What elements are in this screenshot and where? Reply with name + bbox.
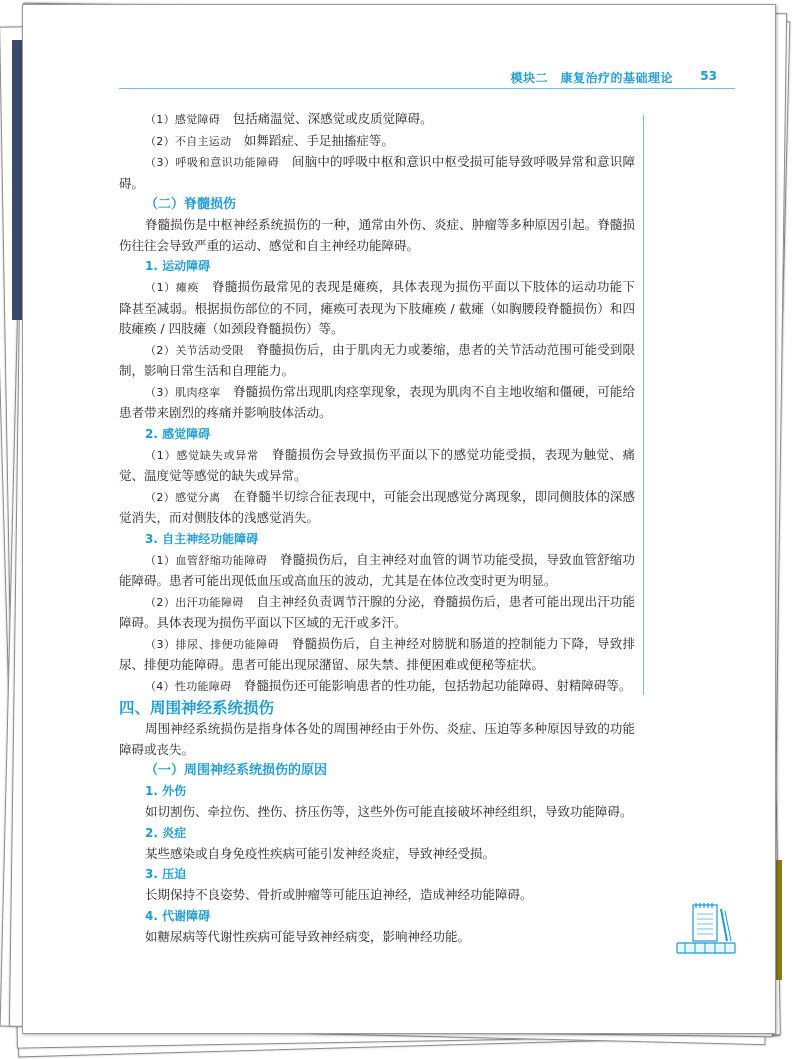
header-title: 模块二 康复治疗的基础理论 <box>510 71 673 85</box>
term: （4）性功能障碍 <box>145 679 232 693</box>
chapter-heading: 四、周围神经系统损伤 <box>119 699 275 717</box>
paragraph <box>119 109 635 131</box>
paragraph: 某些感染或自身免疫性疾病可能引发神经炎症，导致神经受损。 <box>145 845 496 861</box>
notebook-icon <box>671 899 741 957</box>
paragraph <box>119 634 635 676</box>
subsection-heading: 2. 感觉障碍 <box>145 426 211 441</box>
paragraph-text: 如舞蹈症、手足抽搐症等。 <box>243 132 394 148</box>
side-rule <box>643 115 644 695</box>
page-header <box>23 63 775 89</box>
paragraph: 长期保持不良姿势、骨折或肿瘤等可能压迫神经，造成神经功能障碍。 <box>145 887 533 902</box>
paragraph <box>119 445 635 487</box>
term: （1）瘫痪 <box>145 281 200 294</box>
term: （3）肌肉痉挛 <box>145 385 221 399</box>
paragraph-text: 脊髓损伤常出现肌肉痉挛现象，表现为肌肉不自主地收缩和僵硬，可能给患者带来剧烈的疼痛并影响肢体活动。 <box>119 383 635 420</box>
paragraph-text: 脊髓损伤后，由于肌肉无力或萎缩，患者的关节活动范围可能受到限制，影响日常生活和自理能力。 <box>119 341 635 378</box>
book-page <box>22 4 776 1034</box>
term: （1）血管舒缩功能障碍 <box>145 553 268 567</box>
page-number: 53 <box>700 69 717 83</box>
term: （3）排尿、排便功能障碍 <box>145 637 280 651</box>
paragraph-text: 脊髓损伤后，自主神经对血管的调节功能受损，导致血管舒缩功能障碍。患者可能出现低血压或高血压的波动，尤其是在体位改变时更为明显。 <box>119 551 635 588</box>
term: （2）不自主运动 <box>145 134 232 148</box>
paragraph-text: 包括痛温觉、深感觉或皮质觉障碍。 <box>232 111 433 126</box>
paragraph: 如切割伤、牵拉伤、挫伤、挤压伤等，这些外伤可能直接破坏神经组织，导致功能障碍。 <box>145 804 633 819</box>
section-heading: （一）周围神经系统损伤的原因 <box>145 763 328 778</box>
paragraph <box>119 382 635 424</box>
paragraph <box>119 676 635 698</box>
paragraph <box>119 550 635 592</box>
paragraph <box>119 277 635 340</box>
subsection-heading: 2. 炎症 <box>145 825 187 840</box>
paragraph-text: 在脊髓半切综合征表现中，可能会出现感觉分离现象，即同侧肢体的深感觉消失，而对侧肢体的浅感觉消失。 <box>119 488 635 525</box>
term: （1）感觉缺失或异常 <box>145 448 259 462</box>
paragraph: 脊髓损伤是中枢神经系统损伤的一种，通常由外伤、炎症、肿瘤等多种原因引起。脊髓损伤往往会导致严重的运动、感觉和自主神经功能障碍。 <box>119 217 635 253</box>
page-body <box>119 109 635 947</box>
paragraph-text: 间脑中的呼吸中枢和意识中枢受损可能导致呼吸异常和意识障碍。 <box>119 154 635 191</box>
paragraph-text: 脊髓损伤还可能影响患者的性功能，包括勃起功能障碍、射精障碍等。 <box>243 677 632 693</box>
paragraph-text: 脊髓损伤后，自主神经对膀胱和肠道的控制能力下降，导致排尿、排便功能障碍。患者可能出现尿潴留、尿失禁、排便困难或便秘等症状。 <box>119 635 635 672</box>
section-heading: （二）脊髓损伤 <box>145 197 237 212</box>
paragraph-text: 脊髓损伤最常见的表现是瘫痪，具体表现为损伤平面以下肢体的运动功能下降甚至减弱。根据损伤部位的不同，瘫痪可表现为下肢瘫痪 / 截瘫（如胸腰段脊髓损伤）和四肢瘫痪 / 四肢瘫（如颈段脊髓损伤）等。 <box>119 279 635 336</box>
term: （3）呼吸和意识功能障碍 <box>145 156 280 169</box>
paragraph <box>119 592 635 634</box>
term: （2）关节活动受限 <box>145 343 244 357</box>
subsection-heading: 3. 自主神经功能障碍 <box>145 531 259 546</box>
paragraph <box>119 152 635 194</box>
subsection-heading: 1. 外伤 <box>145 784 187 798</box>
paragraph-text: 脊髓损伤会导致损伤平面以下的感觉功能受损，表现为触觉、痛觉、温度觉等感觉的缺失或异常。 <box>119 446 635 483</box>
subsection-heading: 4. 代谢障碍 <box>145 908 211 923</box>
term: （2）出汗功能障碍 <box>145 595 244 609</box>
book-edge <box>12 40 22 320</box>
subsection-heading: 3. 压迫 <box>145 867 187 881</box>
paragraph: 周围神经系统损伤是指身体各处的周围神经由于外伤、炎症、压迫等多种原因导致的功能障碍或丧失。 <box>119 721 635 757</box>
paragraph <box>119 131 635 153</box>
subsection-heading: 1. 运动障碍 <box>145 259 211 273</box>
header-rule <box>119 88 735 89</box>
paragraph <box>119 340 635 382</box>
paragraph-text: 自主神经负责调节汗腺的分泌，脊髓损伤后，患者可能出现出汗功能障碍。具体表现为损伤平面以下区域的无汗或多汗。 <box>119 593 635 630</box>
paragraph: 如糖尿病等代谢性疾病可能导致神经病变，影响神经功能。 <box>145 928 471 944</box>
paragraph <box>119 487 635 529</box>
term: （2）感觉分离 <box>145 490 221 504</box>
term: （1）感觉障碍 <box>145 113 221 126</box>
